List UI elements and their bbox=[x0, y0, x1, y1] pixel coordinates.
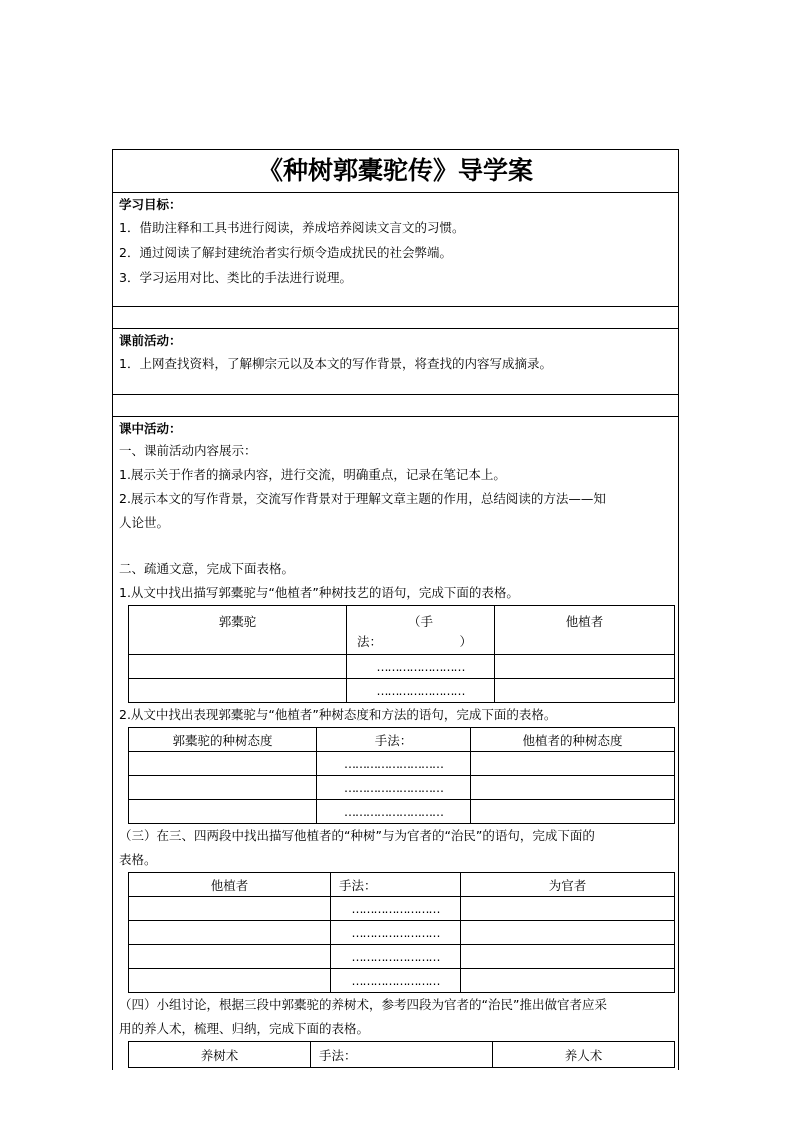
table-header: 郭橐驼的种树态度 bbox=[129, 728, 317, 752]
table-cell[interactable] bbox=[129, 655, 347, 679]
pre-class-section bbox=[113, 329, 678, 395]
in-class-section bbox=[113, 417, 678, 1068]
spacer-row bbox=[113, 395, 678, 417]
worksheet-frame bbox=[112, 149, 679, 1070]
question-4-cont: 用的养人术，梳理、归纳，完成下面的表格。 bbox=[119, 1021, 370, 1036]
table-cell-dots[interactable]: …………………… bbox=[331, 921, 461, 945]
table-cell[interactable] bbox=[461, 969, 675, 993]
table-cell-dots[interactable]: …………………… bbox=[331, 969, 461, 993]
table-cell[interactable] bbox=[129, 800, 317, 824]
objective-item: 2．通过阅读了解封建统治者实行烦令造成扰民的社会弊端。 bbox=[119, 245, 452, 260]
table-cell-dots[interactable]: ……………………… bbox=[317, 752, 471, 776]
table-cell[interactable] bbox=[461, 921, 675, 945]
in-class-heading: 课中活动： bbox=[119, 421, 182, 436]
table-cell[interactable] bbox=[129, 897, 331, 921]
table-cell[interactable] bbox=[495, 655, 675, 679]
table-header bbox=[347, 606, 495, 655]
table-header: 手法： bbox=[317, 728, 471, 752]
table-header-line: 法： bbox=[357, 634, 383, 649]
table-cell[interactable] bbox=[129, 679, 347, 703]
table-cell[interactable] bbox=[129, 752, 317, 776]
table-cell[interactable] bbox=[461, 897, 675, 921]
objective-item: 3．学习运用对比、类比的手法进行说理。 bbox=[119, 270, 352, 285]
table-cell[interactable] bbox=[495, 679, 675, 703]
question-2: 2.从文中找出表现郭橐驼与“他植者”种树态度和方法的语句，完成下面的表格。 bbox=[119, 707, 557, 722]
objectives-heading: 学习目标： bbox=[119, 197, 182, 212]
table-cell[interactable] bbox=[471, 776, 675, 800]
table-cell-dots[interactable]: …………………… bbox=[331, 945, 461, 969]
table-4 bbox=[128, 1041, 675, 1068]
pre-class-heading: 课前活动： bbox=[119, 333, 182, 348]
question-4: （四）小组讨论，根据三段中郭橐驼的养树术，参考四段为官者的“治民”推出做官者应采 bbox=[119, 997, 607, 1012]
table-header: 养人术 bbox=[493, 1042, 675, 1068]
table-header: 他植者 bbox=[495, 606, 675, 655]
table-header: 他植者的种树态度 bbox=[471, 728, 675, 752]
part1-item: 2.展示本文的写作背景，交流写作背景对于理解文章主题的作用，总结阅读的方法——知 bbox=[119, 491, 606, 506]
part2-title: 二、疏通文意，完成下面表格。 bbox=[119, 561, 295, 576]
table-header: 手法： bbox=[331, 873, 461, 897]
table-header: 郭橐驼 bbox=[129, 606, 347, 655]
table-cell-dots[interactable]: …………………… bbox=[347, 655, 495, 679]
part1-item-cont: 人论世。 bbox=[119, 515, 170, 530]
spacer-row bbox=[113, 307, 678, 329]
table-cell-dots[interactable]: ……………………… bbox=[317, 776, 471, 800]
table-header: 手法： bbox=[311, 1042, 493, 1068]
table-header: 他植者 bbox=[129, 873, 331, 897]
table-cell[interactable] bbox=[129, 945, 331, 969]
part1-item: 1.展示关于作者的摘录内容，进行交流，明确重点，记录在笔记本上。 bbox=[119, 467, 506, 482]
table-header-line: ） bbox=[459, 634, 472, 649]
table-2 bbox=[128, 727, 675, 824]
page-title: 《种树郭橐驼传》导学案 bbox=[113, 150, 678, 193]
part1-title: 一、课前活动内容展示： bbox=[119, 443, 257, 458]
table-header-line: （手 bbox=[407, 614, 433, 629]
table-cell-dots[interactable]: …………………… bbox=[347, 679, 495, 703]
objective-item: 1．借助注释和工具书进行阅读，养成培养阅读文言文的习惯。 bbox=[119, 220, 465, 235]
table-3 bbox=[128, 872, 675, 993]
table-cell[interactable] bbox=[129, 776, 317, 800]
table-cell[interactable] bbox=[461, 945, 675, 969]
question-1: 1.从文中找出描写郭橐驼与“他植者”种树技艺的语句，完成下面的表格。 bbox=[119, 585, 519, 600]
table-cell[interactable] bbox=[129, 969, 331, 993]
table-cell[interactable] bbox=[471, 800, 675, 824]
table-header: 为官者 bbox=[461, 873, 675, 897]
table-cell[interactable] bbox=[471, 752, 675, 776]
table-header: 养树术 bbox=[129, 1042, 311, 1068]
table-cell-dots[interactable]: …………………… bbox=[331, 897, 461, 921]
table-cell-dots[interactable]: ……………………… bbox=[317, 800, 471, 824]
question-3-cont: 表格。 bbox=[119, 852, 157, 867]
objectives-section bbox=[113, 193, 678, 307]
table-cell[interactable] bbox=[129, 921, 331, 945]
table-1 bbox=[128, 605, 675, 703]
question-3: （三）在三、四两段中找出描写他植者的“种树”与为官者的“治民”的语句，完成下面的 bbox=[119, 828, 595, 843]
pre-class-item: 1．上网查找资料，了解柳宗元以及本文的写作背景，将查找的内容写成摘录。 bbox=[119, 356, 552, 371]
